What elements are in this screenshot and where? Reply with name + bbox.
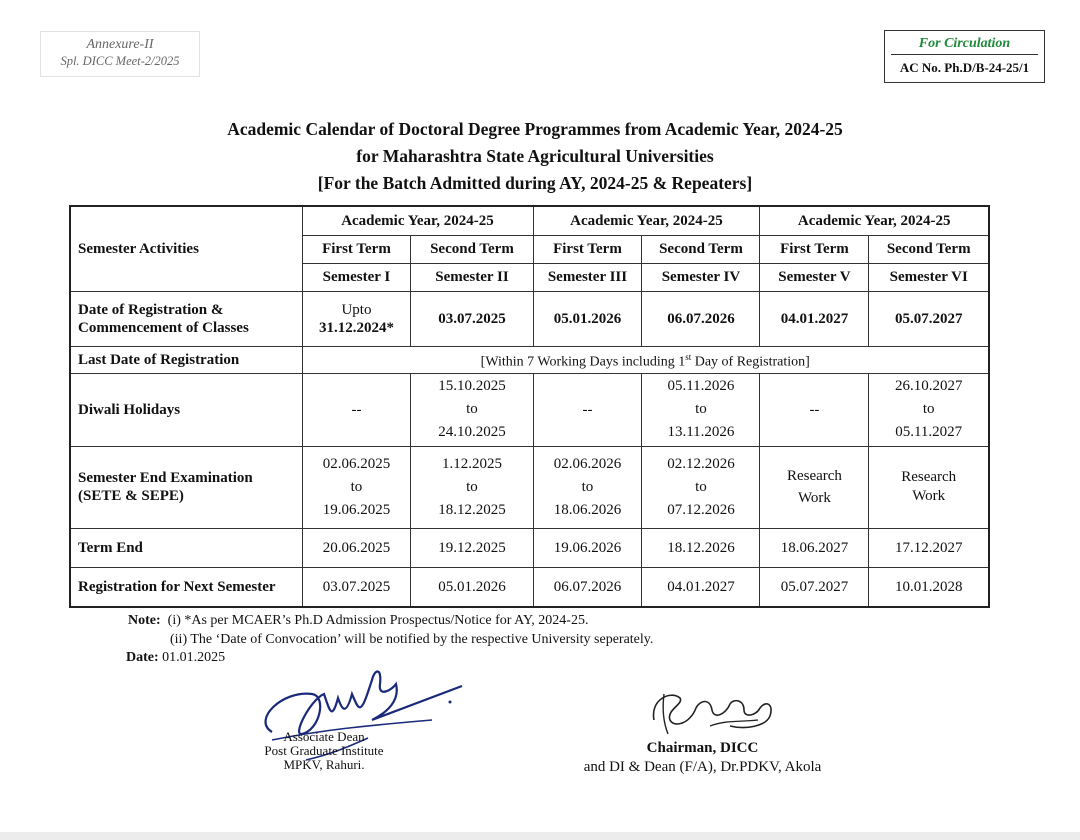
cell-line: 05.11.2027 [895, 424, 963, 440]
table-cell: 19.06.2026 [533, 528, 642, 567]
document-date [126, 650, 225, 666]
term-end-row [70, 528, 989, 567]
title-line-3: [For the Batch Admitted during AY, 2024-25 & Repeaters] [317, 173, 753, 193]
table-cell: 05.07.2027 [869, 291, 989, 346]
term-header: First Term [533, 235, 642, 263]
cell-line: 05.11.2026 [667, 378, 735, 394]
date-label: Date: [126, 650, 159, 665]
table-cell [411, 373, 533, 446]
cell-line: to [695, 478, 707, 495]
table-cell [869, 373, 989, 446]
table-cell: -- [533, 373, 642, 446]
note-label: Note: [128, 613, 161, 628]
row-label: Last Date of Registration [70, 346, 302, 373]
cell-text: [Within 7 Working Days including 1 [480, 354, 686, 370]
cell-line: 18.06.2026 [553, 501, 622, 518]
cell-line: 31.12.2024* [318, 319, 394, 336]
term-header: Second Term [869, 235, 989, 263]
registration-row [70, 291, 989, 346]
signatory-title: Chairman, DICC [646, 740, 759, 756]
cell-line: to [922, 401, 935, 417]
cell-line: 13.11.2026 [667, 424, 735, 440]
signatory-title: Associate Dean [283, 729, 365, 744]
table-cell: 03.07.2025 [411, 291, 533, 346]
signatory-designation: and DI & Dean (F/A), Dr.PDKV, Akola [583, 759, 822, 775]
page-bottom-edge [0, 832, 1080, 840]
cell-line: Work [912, 488, 946, 504]
year-header-row [70, 206, 989, 235]
table-cell [760, 446, 869, 528]
table-cell: 04.01.2027 [760, 291, 869, 346]
cell-line: Research [901, 469, 957, 485]
table-cell: -- [302, 373, 411, 446]
cell-line: to [466, 401, 478, 417]
circulation-label: For Circulation [891, 35, 1038, 55]
row-label [70, 291, 302, 346]
cell-line: Work [797, 490, 831, 506]
table-cell [533, 446, 642, 528]
cell-line: 02.06.2026 [553, 455, 622, 472]
document-title [0, 116, 1070, 197]
annexure-meeting: Spl. DICC Meet-2/2025 [60, 54, 180, 68]
table-cell [411, 446, 533, 528]
cell-line: 02.12.2026 [667, 455, 735, 472]
year-header: Academic Year, 2024-25 [302, 206, 533, 235]
table-cell: 05.01.2026 [533, 291, 642, 346]
row-label-line: Date of Registration & [78, 301, 224, 318]
row-label: Term End [70, 528, 302, 567]
year-header: Academic Year, 2024-25 [760, 206, 989, 235]
table-cell: 17.12.2027 [869, 528, 989, 567]
diwali-row [70, 373, 989, 446]
cell-line: 24.10.2025 [438, 424, 506, 440]
table-cell [302, 291, 411, 346]
semester-header: Semester II [411, 263, 533, 291]
cell-line: 02.06.2025 [322, 455, 391, 472]
year-header: Academic Year, 2024-25 [533, 206, 760, 235]
note-item: (ii) The ‘Date of Convocation’ will be notified by the respective University seperately. [170, 632, 654, 647]
semester-header: Semester V [760, 263, 869, 291]
ac-number: AC No. Ph.D/B-24-25/1 [899, 60, 1030, 75]
exam-row [70, 446, 989, 528]
cell-text: Day of Registration] [691, 354, 810, 370]
table-cell [642, 446, 760, 528]
table-cell: 20.06.2025 [302, 528, 411, 567]
semester-header: Semester VI [869, 263, 989, 291]
cell-line: Research [786, 468, 842, 484]
cell-line: 1.12.2025 [441, 455, 502, 472]
table-cell: 10.01.2028 [869, 567, 989, 607]
next-registration-row [70, 567, 989, 607]
annexure-title: Annexure-II [86, 37, 154, 52]
table-cell [869, 446, 989, 528]
table-cell [642, 373, 760, 446]
cell-line: to [695, 401, 707, 417]
title-line-2: for Maharashtra State Agricultural Universities [356, 146, 714, 166]
cell-text: st [685, 351, 692, 362]
cell-line: Upto [341, 301, 372, 318]
table-cell: 05.07.2027 [760, 567, 869, 607]
circulation-box [884, 30, 1045, 83]
semester-header: Semester I [302, 263, 411, 291]
cell-line: 26.10.2027 [894, 378, 963, 394]
term-header: Second Term [411, 235, 533, 263]
table-cell: 06.07.2026 [533, 567, 642, 607]
row-label-line: Semester End Examination [78, 470, 253, 486]
cell-line: to [350, 478, 363, 495]
associate-dean-block [254, 730, 394, 772]
title-line-1: Academic Calendar of Doctoral Degree Programmes from Academic Year, 2024-25 [227, 119, 843, 139]
chairman-block [560, 739, 845, 777]
row-label: Registration for Next Semester [70, 567, 302, 607]
table-cell: -- [760, 373, 869, 446]
cell-line: to [581, 478, 594, 495]
semester-header: Semester III [533, 263, 642, 291]
academic-calendar-table [69, 205, 990, 608]
table-cell: 19.12.2025 [411, 528, 533, 567]
semester-header: Semester IV [642, 263, 760, 291]
row-label-line: Commencement of Classes [78, 319, 249, 336]
table-cell [302, 346, 989, 373]
term-header: First Term [302, 235, 411, 263]
term-header: Second Term [642, 235, 760, 263]
table-cell: 05.01.2026 [411, 567, 533, 607]
annexure-label [40, 31, 200, 77]
table-cell: 06.07.2026 [642, 291, 760, 346]
last-date-row [70, 346, 989, 373]
cell-line: 19.06.2025 [322, 501, 391, 518]
row-label [70, 446, 302, 528]
date-value: 01.01.2025 [162, 650, 226, 665]
table-cell: 03.07.2025 [302, 567, 411, 607]
signatory-institute: Post Graduate Institute [264, 743, 384, 758]
table-cell: 04.01.2027 [642, 567, 760, 607]
cell-line: 15.10.2025 [438, 378, 506, 394]
table-cell [302, 446, 411, 528]
table-cell: 18.12.2026 [642, 528, 760, 567]
table-cell: 18.06.2027 [760, 528, 869, 567]
term-header: First Term [760, 235, 869, 263]
row-label: Diwali Holidays [70, 373, 302, 446]
activities-header: Semester Activities [70, 206, 302, 291]
signatory-place: MPKV, Rahuri. [283, 757, 365, 772]
cell-line: to [466, 478, 478, 495]
cell-line: 07.12.2026 [667, 501, 735, 518]
note-item: (i) *As per MCAER’s Ph.D Admission Prospectus/Notice for AY, 2024-25. [167, 613, 589, 628]
row-label-line: (SETE & SEPE) [78, 488, 184, 504]
cell-line: 18.12.2025 [438, 501, 506, 518]
chairman-signature [640, 680, 780, 740]
notes [128, 611, 653, 649]
